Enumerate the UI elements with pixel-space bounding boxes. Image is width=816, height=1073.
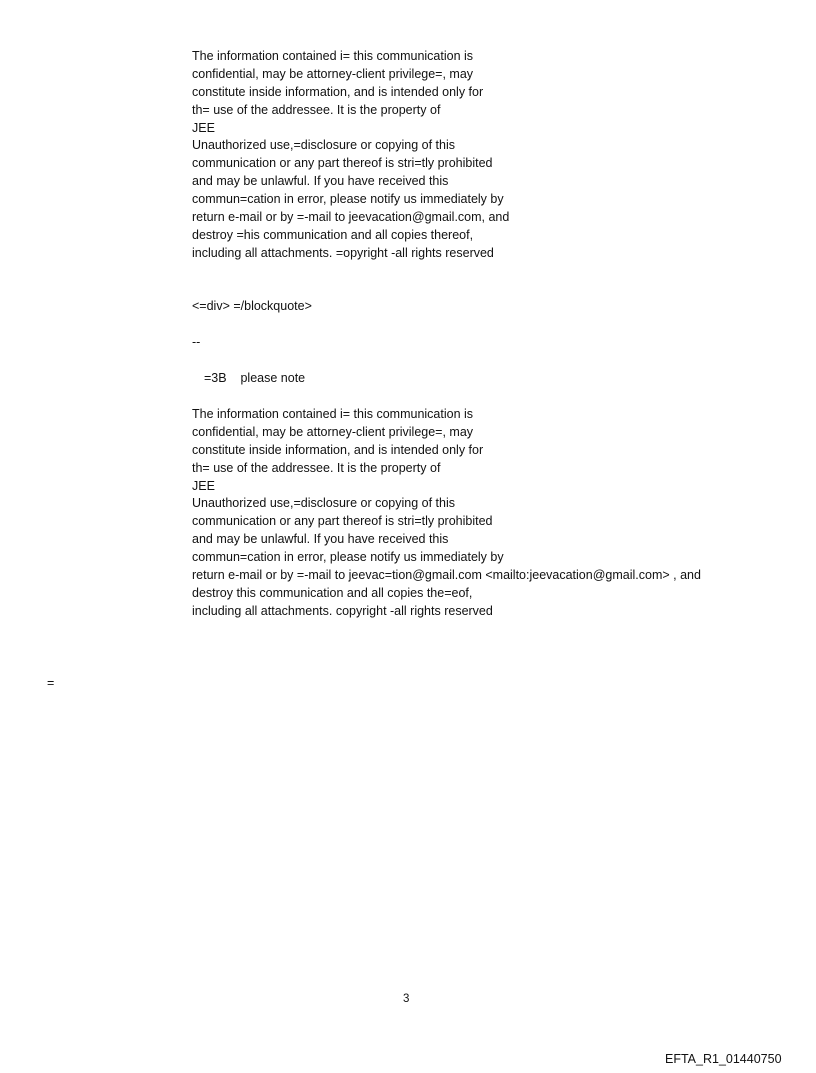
notice-line: return e-mail or by =-mail to jeevacation@gmail.com, and [192, 210, 510, 225]
confidentiality-notice-2 [192, 406, 701, 621]
stray-equals-marker: = [47, 676, 55, 690]
notice-line: communication or any part thereof is stri=tly prohibited [192, 514, 493, 529]
notice-line: confidential, may be attorney-client privilege=, may [192, 66, 474, 81]
notice-line: th= use of the addressee. It is the property of [192, 460, 441, 475]
notice-line: JEE [192, 478, 215, 493]
notice-line: constitute inside information, and is intended only for [192, 442, 484, 457]
signature-separator: -- [192, 335, 201, 349]
notice-line: The information contained i= this communication is [192, 49, 474, 63]
notice-line: The information contained i= this communication is [192, 407, 474, 421]
notice-line: JEE [192, 120, 215, 135]
notice-line: including all attachments. copyright -all rights reserved [192, 603, 493, 618]
notice-line: Unauthorized use,=disclosure or copying of this [192, 496, 455, 511]
notice-line: destroy =his communication and all copies thereof, [192, 227, 474, 242]
notice-line: including all attachments. =opyright -all rights reserved [192, 245, 494, 260]
notice-line: commun=cation in error, please notify us immediately by [192, 550, 504, 565]
notice-line: and may be unlawful. If you have received this [192, 174, 449, 189]
notice-line: destroy this communication and all copies the=eof, [192, 585, 473, 600]
notice-line: communication or any part thereof is stri=tly prohibited [192, 156, 493, 171]
notice-line: commun=cation in error, please notify us immediately by [192, 192, 504, 207]
confidentiality-notice-1 [192, 48, 509, 263]
html-close-tags: <=div> =/blockquote> [192, 299, 312, 313]
document-id: EFTA_R1_01440750 [665, 1052, 782, 1066]
notice-line: and may be unlawful. If you have received this [192, 532, 449, 547]
page-number: 3 [403, 993, 410, 1005]
notice-line: constitute inside information, and is intended only for [192, 84, 484, 99]
notice-line: return e-mail or by =-mail to jeevac=tion@gmail.com <mailto:jeevacation@gmail.com> , and [192, 568, 701, 583]
please-note-line: =3B please note [204, 371, 306, 385]
notice-line: confidential, may be attorney-client privilege=, may [192, 424, 474, 439]
notice-line: Unauthorized use,=disclosure or copying of this [192, 138, 455, 153]
notice-line: th= use of the addressee. It is the property of [192, 102, 441, 117]
